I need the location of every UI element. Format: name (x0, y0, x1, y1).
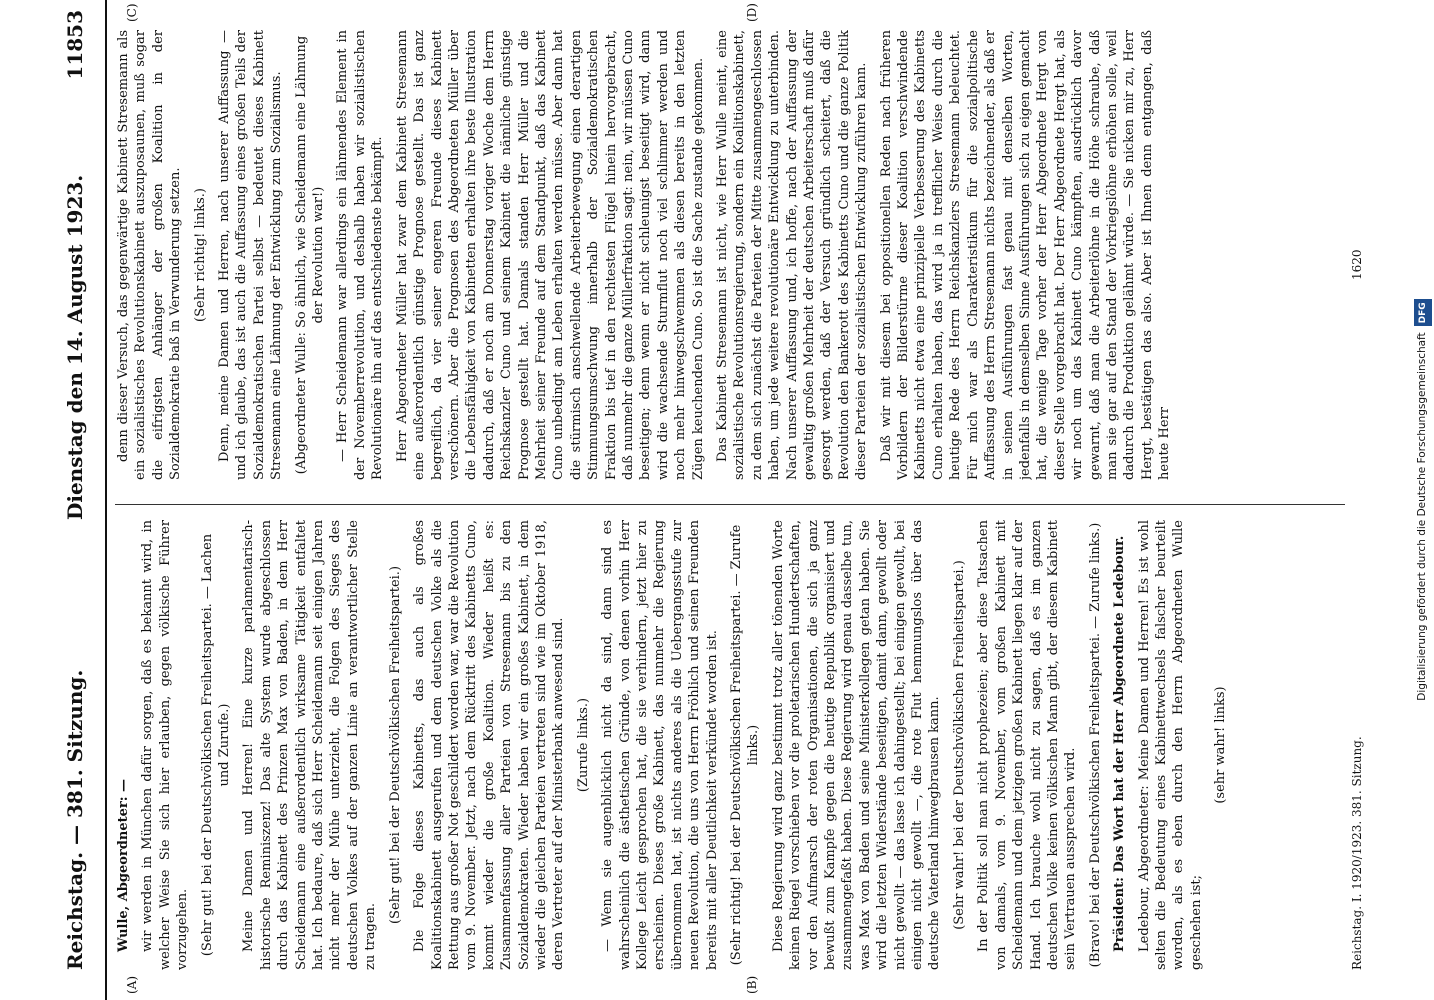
interjection: (Sehr richtig! bei der Deutschvölkischen Freiheitspartei. — Zurufe links.) (729, 524, 762, 966)
page-header (45, 0, 107, 1000)
interjection: (Sehr richtig! links.) (192, 188, 208, 322)
paragraph: Das Kabinett Stresemann ist nicht, wie Herr Wulle meint, eine sozialistische Revolutionsregierung, sondern ein Koalitionskabinett, zu dem sich zunächst die Parteien der Mitte zusammengeschlossen haben, um jede weitere revolutionäre Entwicklung zu unterbinden. Nach unserer Auffassung und, ich hoffe, nach der Auffassung der gewaltig großen Mehrheit der deutschen Arbeiterschaft muß dafür gesorgt werden, daß der Versuch gründlich scheitert, daß die Revolution den Bankerott des Kabinetts Cuno und die ganze Politik dieser Parteien der sozialistischen Entwicklung zuführen kann. (715, 30, 870, 480)
credit-text: Digitalisierung gefördert durch die Deutsche Forschungsgemeinschaft (1416, 332, 1428, 701)
paragraph: Denn, meine Damen und Herren, nach unserer Auffassung — und ich glaube, das ist auch die Auffassung eines großen Teils der Sozialdemokratischen Partei selbst — bedeutet dieses Kabinett Stresemann eine Lähmung der Entwicklung zum Sozialismus. (217, 30, 285, 480)
footer-sheet-number: 1620 (1350, 249, 1364, 280)
margin-marker-a: (A) (125, 975, 139, 994)
paragraph: Meine Damen und Herren! Eine kurze parlamentarisch-historische Reminiszenz! Das alte System wurde abgeschlossen durch das Kabinett des Prinzen Max von Baden, in dem Herr Scheidemann eine außerordentlich wirksame Tätigkeit entfaltet hat. Ich bedaure, daß sich Herr Scheidemann seit einigen Jahren nicht mehr der Mühe unterzieht, die Folgen des Sieges des deutschen Volkes auf der ganzen Linie an verantwortlicher Stelle zu tragen. (241, 520, 379, 970)
interjection: (Sehr gut! bei der Deutschvölkischen Freiheitspartei.) (387, 565, 403, 925)
footer-volume: Reichstag. I. 1920/1923. 381. Sitzung. (1350, 736, 1364, 970)
interjection: (sehr wahr! links) (1213, 686, 1229, 804)
paragraph: Diese Regierung wird ganz bestimmt trotz aller tönenden Worte keinen Riegel vorschieben vor die proletarischen Hundertschaften, vor den Aufmarsch der roten Organisationen, die sich ja ganz bewußt zum Kampfe gegen die heutige Republik organisiert und zusammengefaßt haben. Diese Regierung wird genau dasselbe tun, was Max von Baden und seine Ministerkollegen getan haben. Sie wird die letzten Widerstände beseitigen, damit dann, gewollt oder nicht gewollt — das lasse ich dahingestellt; bei einigen gewollt, bei einigen nicht gewollt —, die rote Flut hemmungslos über das deutsche Vaterland hinwegbrausen kann. (770, 520, 943, 970)
paragraph: denn dieser Versuch, das gegenwärtige Kabinett Stresemann als ein sozialistisches Revolutionskabinett auszuposaunen, muß sogar die eifrigsten Anhänger der großen Koalition in der Sozialdemokratie baß in Verwunderung setzen. (116, 30, 184, 480)
speaker-line: Wulle, Abgeordneter: — (116, 778, 131, 952)
margin-marker-d: (D) (745, 3, 759, 22)
interjection: (Sehr gut! bei der Deutschvölkischen Freiheitspartei. — Lachen und Zurufe.) (199, 533, 233, 957)
interjection: (Abgeordneter Wulle: So ähnlich, wie Scheidemann eine Lähmung der Revolution war!) (293, 35, 327, 475)
paragraph: Ledebour, Abgeordneter: Meine Damen und Herren! Es ist wohl selten die Bedeutung eines Kabinettwechsels falscher beurteilt worden, als es eben durch den Herrn Abgeordneten Wulle geschehen ist; (1136, 520, 1204, 970)
digitization-credit (1413, 0, 1433, 1000)
header-page-number: 11853 (63, 10, 87, 80)
paragraph: In der Politik soll man nicht prophezeien; aber diese Tatsachen von damals, vom 9. November, vom großen Kabinett mit Scheidemann und dem jetzigen großen Kabinett liegen klar auf der Hand. Ich brauche wohl nicht zu sagen, daß es im ganzen deutschen Volke keinen völkischen Mann gibt, der diesem Kabinett sein Vertrauen aussprechen wird. (976, 520, 1079, 970)
interjection: (Sehr wahr! bei der Deutschvölkischen Freiheitspartei.) (951, 560, 967, 930)
left-text-column (115, 520, 1345, 970)
paragraph: Daß wir mit diesem bei oppositionellen Reden nach früheren Vorbildern der Bilderstürme dieser Koalition verschwindende Kabinetts nicht etwa eine prinzipielle Verbesserung des Kabinetts Cuno erhalten haben, das wird ja in trefflicher Weise durch die heutige Rede des Herrn Reichskanzlers Stresemann beleuchtet. Für mich war als Charakteristikum für die sozialpolitische Auffassung des Herrn Stresemann nichts bezeichnender, als daß er in seinen Ausführungen fast genau mit denselben Worten, jedenfalls in demselben Sinne Ausführungen sich zu eigen gemacht hat, die wenige Tage vorher der Herr Abgeordnete Hergt von dieser Stelle vorgebracht hat. Der Herr Abgeordnete Hergt hat, als wir noch um das Kabinett Cuno kämpften, ausdrücklich davor gewarnt, daß man die Arbeiterlöhne in die Höhe schraube, daß man sie gar auf den Stand der Vorkriegslöhne erhöhen solle, weil dadurch die Produktion gelähmt würde. — Sie nicken mir zu, Herr Hergt, bestätigen das also. Aber ist Ihnen denn entgangen, daß heute Herr (878, 30, 1173, 480)
column-divider (115, 504, 1345, 505)
paragraph: wir werden in München dafür sorgen, daß es bekannt wird, in welcher Weise Sie sich hier erlauben, gegen völkische Führer vorzugehen. (140, 520, 191, 970)
interjection: (Zurufe links.) (575, 697, 591, 793)
scanned-page (45, 0, 1385, 1000)
header-session: Reichstag. — 381. Sitzung. (63, 669, 87, 970)
paragraph: Die Folge dieses Kabinetts, das auch als großes Koalitionskabinett ausgerufen und dem deutschen Volke als die Rettung aus großer Not geschildert worden war, war die Revolution vom 9. November. Jetzt, nach dem Rücktritt des Kabinetts Cuno, kommt wieder die große Koalition. Wieder heißt es: Zusammenfassung aller Parteien von Stresemann bis zu den Sozialdemokraten. Wieder haben wir ein großes Kabinett, in dem wieder die gleichen Parteien vertreten sind wie im Oktober 1918, deren Vertreter auf der Ministerbank anwesend sind. (412, 520, 567, 970)
header-date: Dienstag den 14. August 1923. (63, 174, 87, 520)
margin-marker-b: (B) (745, 975, 759, 994)
paragraph: Herr Abgeordneter Müller hat zwar dem Kabinett Stresemann eine außerordentlich günstige Prognose gestellt. Das ist ganz begreiflich, da vier seiner engeren Freunde dieses Kabinett verschönern. Aber die Prognosen des Abgeordneten Müller über die Lebensfähigkeit von Kabinetten erhalten ihre beste Illustration dadurch, daß er noch am Donnerstag voriger Woche dem Herrn Reichskanzler Cuno und seinem Kabinett die nämliche günstige Prognose gestellt hat. Damals standen Herr Müller und die Mehrheit seiner Freunde auf dem Standpunkt, daß das Kabinett Cuno unbedingt am Leben erhalten werden müsse. Aber dann hat die stürmisch anschwellende Arbeiterbewegung einen derartigen Stimmungsumschwung innerhalb der Sozialdemokratischen Fraktion bis tief in den rechtesten Flügel hinein hervorgebracht, daß nunmehr die ganze Müllerfraktion sagt: nein, wir müssen Cuno beseitigen; denn wenn er nicht schleunigst beseitigt wird, dann wird die wachsende Sturmflut noch viel schlimmer werden und noch mehr hinwegschwemmen als diesen bereits in den letzten Zügen keuchenden Cuno. So ist die Sache zustande gekommen. (394, 30, 706, 480)
speaker-line: Präsident: Das Wort hat der Herr Abgeordnete Ledebour. (1112, 535, 1128, 952)
dfg-logo-icon: DFG (1414, 299, 1432, 326)
paragraph: — Wenn sie augenblicklich nicht da sind, dann sind es wahrscheinlich die ästhetischen Gründe, von denen vorhin Herr Kollege Leicht gesprochen hat, die sie verhindern, jetzt hier zu erscheinen. Dieses große Kabinett, das nunmehr die Regierung übernommen hat, ist nichts anderes als die Uebergangsstufe zur neuen Revolution, die uns von Herrn Fröhlich und seinen Freunden bereits mit aller Deutlichkeit verkündet worden ist. (600, 520, 720, 970)
right-text-column (115, 30, 1345, 480)
margin-marker-c: (C) (125, 3, 139, 22)
interjection: (Bravo! bei der Deutschvölkischen Freiheitspartei. — Zurufe links.) (1087, 522, 1103, 968)
paragraph: — Herr Scheidemann war allerdings ein lähmendes Element in der Novemberrevolution, und deshalb haben wir sozialistischen Revolutionäre ihn auf das entschiedenste bekämpft. (335, 30, 386, 480)
